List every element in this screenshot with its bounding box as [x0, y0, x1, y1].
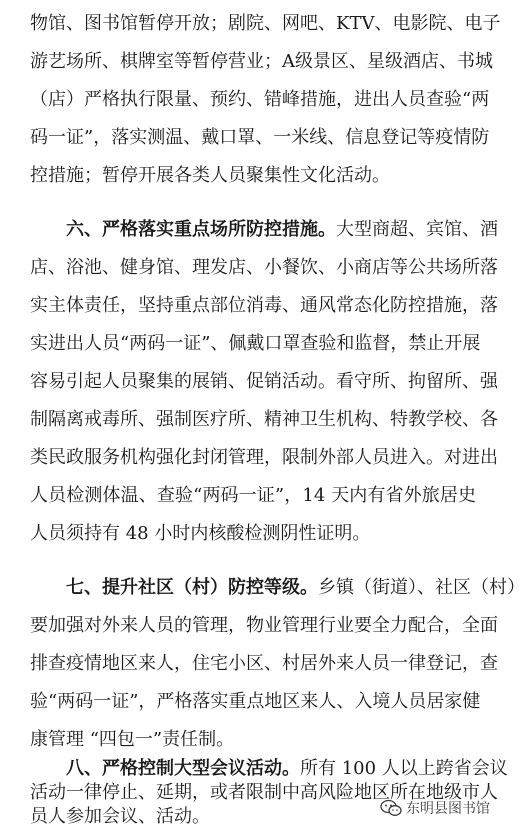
text-line — [30, 652, 498, 676]
section-six-heading: 六、严格落实重点场所防控措施。 — [66, 219, 336, 240]
line-text: 大型商超、宾馆、酒 — [336, 219, 498, 240]
text-line — [30, 728, 476, 752]
section-eight-heading: 八、严格控制大型会议活动。 — [66, 758, 300, 779]
text-line — [30, 294, 498, 318]
line-text: 排查疫情地区来人，住宅小区、村居外来人员一律登记，查 — [30, 653, 498, 674]
text-line — [30, 614, 498, 638]
line-text: 控措施；暂停开展各类人员聚集性文化活动。 — [30, 165, 390, 186]
line-text: 人员检测体温、查验“两码一证”，14 天内有省外旅居史 — [30, 485, 476, 506]
line-text: 要加强对外来人员的管理，物业管理行业要全力配合，全面 — [30, 615, 498, 636]
section-seven-heading-line — [66, 576, 525, 600]
text-line — [30, 88, 490, 112]
text-line — [30, 522, 476, 546]
line-text: 店、浴池、健身馆、理发店、小餐饮、小商店等公共场所落 — [30, 257, 498, 278]
line-text: 乡镇（街道）、社区（村） — [318, 577, 525, 598]
line-text: 所有 100 人以上跨省会议 — [300, 758, 508, 779]
line-text: 实进出人员“两码一证”、佩戴口罩查验和监督，禁止开展 — [30, 333, 481, 354]
text-line — [30, 12, 501, 36]
text-line — [30, 164, 476, 188]
line-text: 实主体责任，坚持重点部位消毒、通风常态化防控措施，落 — [30, 295, 498, 316]
text-line — [30, 332, 481, 356]
line-text: 容易引起人员聚集的展销、促销活动。看守所、拘留所、强 — [30, 371, 498, 392]
text-line — [30, 50, 493, 74]
text-line — [30, 446, 498, 470]
text-line — [30, 256, 498, 280]
text-line — [30, 126, 490, 150]
watermark — [380, 797, 490, 819]
text-line — [30, 370, 498, 394]
line-text: 物馆、图书馆暂停开放；剧院、网吧、KTV、电影院、电子 — [30, 13, 501, 34]
line-text: 验“两码一证”，严格落实重点地区来人、入境人员居家健 — [30, 691, 481, 712]
text-line — [30, 484, 476, 508]
watermark-text: 东明县图书馆 — [406, 801, 490, 817]
section-six-heading-line — [66, 218, 498, 242]
line-text: 类民政服务机构强化封闭管理，限制外部人员进入。对进出 — [30, 447, 498, 468]
line-text: （店）严格执行限量、预约、错峰措施，进出人员查验“两 — [30, 89, 490, 110]
line-text: 员人参加会议、活动。 — [30, 806, 210, 827]
wechat-icon — [380, 799, 402, 817]
section-seven-heading: 七、提升社区（村）防控等级。 — [66, 577, 318, 598]
text-line — [30, 408, 498, 432]
line-text: 制隔离戒毒所、强制医疗所、精神卫生机构、特教学校、各 — [30, 409, 498, 430]
line-text: 人员须持有 48 小时内核酸检测阴性证明。 — [30, 523, 371, 544]
section-eight-heading-line — [66, 757, 508, 781]
line-text: 码一证”，落实测温、戴口罩、一米线、信息登记等疫情防 — [30, 127, 490, 148]
line-text: 游艺场所、棋牌室等暂停营业；A级景区、星级酒店、书城 — [30, 51, 493, 72]
line-text: 活动一律停止、延期，或者限制中高风险地区所在地级市人 — [30, 782, 498, 803]
line-text: 康管理 “四包一”责任制。 — [30, 729, 235, 750]
text-line — [30, 690, 481, 714]
